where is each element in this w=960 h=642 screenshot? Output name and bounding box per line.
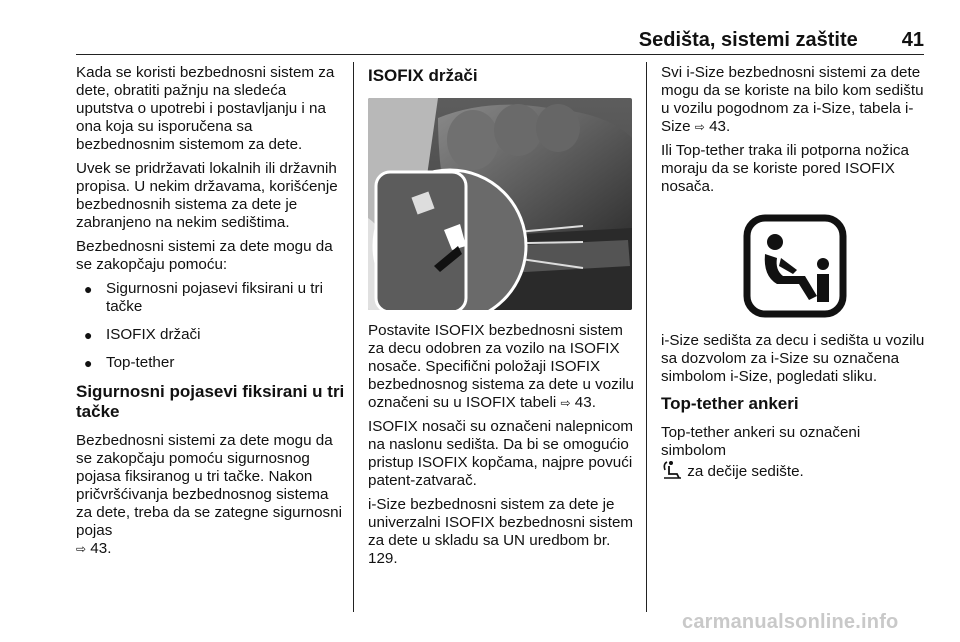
- isofix-seat-illustration: [368, 98, 632, 310]
- isize-paragraph-3: i-Size sedišta za decu i sedišta u vozilu sa dozvolom za i-Size su označena simbolom i-Size, pogledati sliku.: [661, 332, 925, 385]
- page-ref-arrow-icon: ⇨: [76, 542, 87, 556]
- isize-paragraph-2: Ili Top-tether traka ili potporna nožica moraju da se koriste pored ISOFIX nosača.: [661, 142, 909, 195]
- section-heading-top-tether: Top-tether ankeri: [661, 394, 799, 413]
- column-3: [661, 64, 929, 491]
- column-2: [368, 64, 636, 574]
- isofix-paragraph-3: i-Size bezbednosni sistem za dete je univerzalni ISOFIX bezbednosni sistem za dete u skladu sa UN uredbom br. 129.: [368, 496, 634, 567]
- fastening-intro: Bezbednosni sistemi za dete mogu da se zakopčaju pomoću:: [76, 238, 333, 273]
- isize-paragraph-1: Svi i-Size bezbednosni sistemi za dete mogu da se koriste na bilo kom sedištu u vozilu pogodnom za i-Size, tabela i-Size ⇨ 43.: [661, 64, 924, 135]
- list-item: ● Sigurnosni pojasevi fiksirani u tri tačke: [84, 280, 323, 315]
- belts-paragraph: Bezbednosni sistemi za dete mogu da se zakopčaju pomoću sigurnosnog pojasa fiksiranog u tri tačke. Nakon pričvršćivanja bezbednosnog sistema za dete, treba da se zategne sigurnosni pojas ⇨ 43.: [76, 432, 342, 557]
- section-heading-belts: Sigurnosni pojasevi fiksirani u tri tačke: [76, 382, 345, 421]
- bullet-icon: ●: [84, 355, 93, 371]
- page-ref: 43.: [90, 540, 112, 557]
- list-item: ● ISOFIX držači: [84, 326, 201, 343]
- page-number: 41: [901, 29, 924, 51]
- column-divider-2: [646, 62, 647, 612]
- page-header: [0, 28, 924, 52]
- watermark: carmanualsonline.info: [682, 611, 899, 633]
- section-heading-isofix: ISOFIX držači: [368, 66, 478, 85]
- intro-paragraph: Kada se koristi bezbednosni sistem za dete, obratiti pažnju na sledeća uputstva o upotrebi i postavljanju i na ona koja su isporučena sa bezbednosnim sistemom za dete.: [76, 64, 335, 153]
- bullet-icon: ●: [84, 327, 93, 343]
- column-divider-1: [353, 62, 354, 612]
- regulations-paragraph: Uvek se pridržavati lokalnih ili državnih propisa. U nekim državama, korišćenje bezbednosnih sistema za dete je zabranjeno na nekim sedištima.: [76, 160, 338, 231]
- column-1: [76, 64, 346, 564]
- header-divider: [76, 54, 924, 55]
- page-ref-arrow-icon: ⇨: [694, 120, 705, 134]
- top-tether-paragraph: Top-tether ankeri su označeni simbolom za dečije sedište.: [661, 424, 929, 485]
- top-tether-anchor-icon: [661, 460, 683, 485]
- list-item: ● Top-tether: [84, 354, 175, 371]
- isize-symbol-icon: [661, 214, 929, 318]
- page-ref: 43.: [709, 118, 731, 135]
- page-ref-arrow-icon: ⇨: [560, 396, 571, 410]
- page-ref: 43.: [574, 394, 596, 411]
- isofix-paragraph-2: ISOFIX nosači su označeni nalepnicom na naslonu sedišta. Da bi se omogućio pristup ISOFIX kopčama, najpre povući patent-zatvarač.: [368, 418, 634, 489]
- bullet-icon: ●: [84, 281, 93, 297]
- fastening-list: [76, 280, 346, 372]
- isofix-paragraph-1: Postavite ISOFIX bezbednosni sistem za decu odobren za vozilo na ISOFIX nosače. Specifični položaji ISOFIX bezbednosnog sistema za dete u vozilu označeni su u ISOFIX tabeli ⇨ 43.: [368, 322, 634, 411]
- page-title: Sedišta, sistemi zaštite: [638, 29, 858, 51]
- rear-seat-image: [368, 98, 632, 310]
